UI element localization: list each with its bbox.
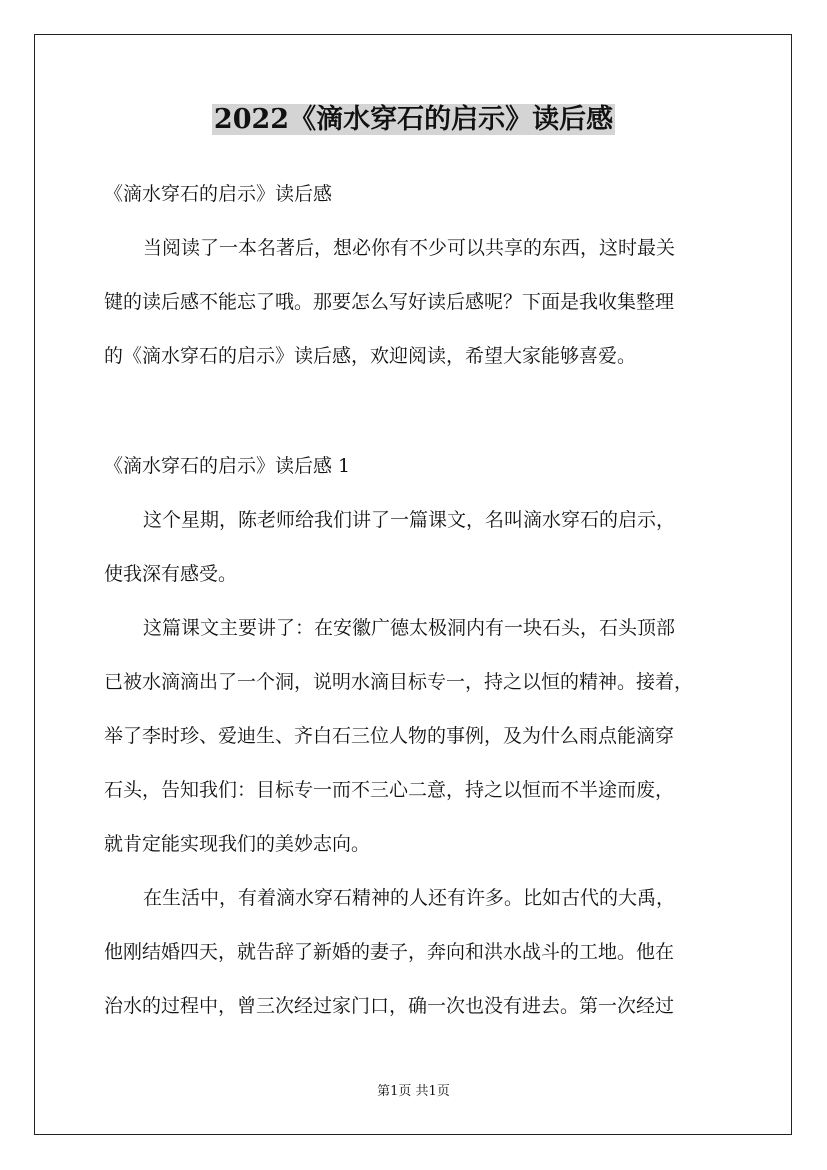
paragraph-line: 的《滴水穿石的启示》读后感，欢迎阅读，希望大家能够喜爱。 [104, 345, 637, 367]
paragraph-line: 当阅读了一本名著后，想必你有不少可以共享的东西，这时最关 [143, 237, 676, 259]
paragraph-line: 已被水滴滴出了一个洞，说明水滴目标专一，持之以恒的精神。接着， [104, 671, 694, 693]
paragraph-line: 键的读后感不能忘了哦。那要怎么写好读后感呢？下面是我收集整理 [104, 291, 675, 313]
paragraph-line: 在生活中，有着滴水穿石精神的人还有许多。比如古代的大禹， [143, 887, 676, 909]
section-heading: 《滴水穿石的启示》读后感 1 [104, 455, 351, 477]
section-heading: 《滴水穿石的启示》读后感 [104, 183, 333, 205]
paragraph-line: 使我深有感受。 [104, 563, 238, 585]
paragraph-line: 他刚结婚四天，就告辞了新婚的妻子，奔向和洪水战斗的工地。他在 [104, 941, 675, 963]
document-title: 2022《滴水穿石的启示》读后感 [213, 104, 614, 135]
paragraph-line: 治水的过程中，曾三次经过家门口，确一次也没有进去。第一次经过 [104, 995, 675, 1017]
paragraph-line: 举了李时珍、爱迪生、齐白石三位人物的事例，及为什么雨点能滴穿 [104, 725, 675, 747]
paragraph-line: 这个星期，陈老师给我们讲了一篇课文，名叫滴水穿石的启示， [143, 509, 676, 531]
page-footer: 第1页 共1页 [377, 1084, 450, 1099]
paragraph-line: 就肯定能实现我们的美妙志向。 [104, 833, 371, 855]
paragraph-line: 石头，告知我们：目标专一而不三心二意，持之以恒而不半途而废， [104, 779, 675, 801]
paragraph-line: 这篇课文主要讲了：在安徽广德太极洞内有一块石头，石头顶部 [143, 617, 676, 639]
